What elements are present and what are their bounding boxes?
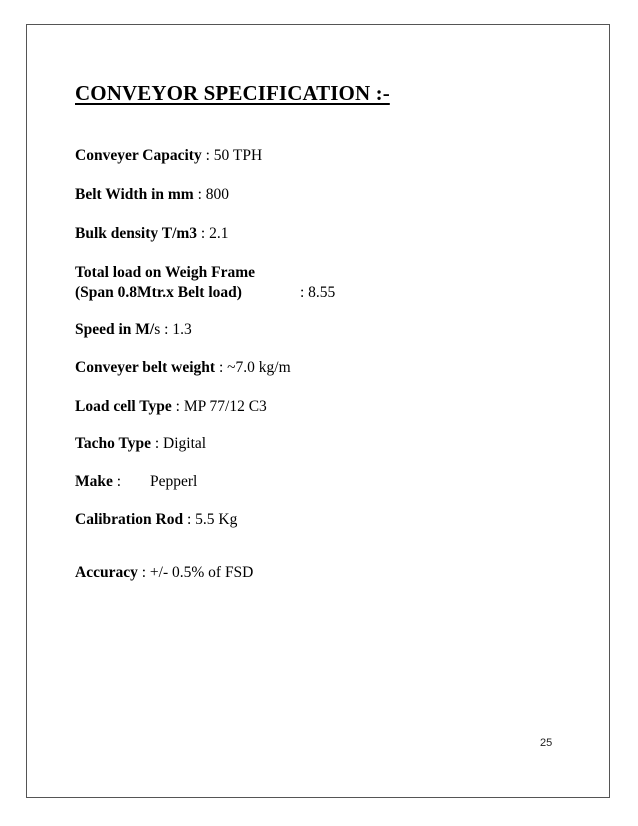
- spec-belt-weight: [75, 358, 291, 378]
- spec-label: Bulk density T/m3: [75, 225, 198, 242]
- spec-label: Belt Width in mm: [75, 186, 194, 203]
- spec-value: 50 TPH: [213, 147, 263, 164]
- spec-accuracy: [75, 563, 253, 583]
- spec-value: 2.1: [209, 225, 229, 242]
- spec-label: Conveyer belt weight: [75, 359, 216, 376]
- spec-separator: :: [215, 359, 228, 376]
- spec-label: Load cell Type: [75, 398, 172, 415]
- spec-tacho: [75, 434, 206, 454]
- page-number: 25: [540, 737, 553, 749]
- spec-label: Make: [75, 473, 113, 490]
- spec-value: 800: [205, 186, 230, 203]
- spec-label: Total load on Weigh Frame: [75, 264, 255, 281]
- spec-label: Calibration Rod: [75, 511, 184, 528]
- spec-speed: [75, 320, 192, 340]
- spec-separator: :: [137, 564, 150, 581]
- spec-value: ~7.0 kg/m: [227, 359, 291, 376]
- spec-value: Digital: [163, 435, 207, 452]
- spec-make: [75, 472, 121, 492]
- spec-make-value: Pepperl: [150, 473, 198, 490]
- spec-value: 1.3: [172, 321, 192, 338]
- spec-value: MP 77/12 C3: [183, 398, 267, 415]
- spec-separator: :: [201, 147, 214, 164]
- spec-separator: :: [197, 225, 210, 242]
- spec-calibration: [75, 510, 237, 530]
- spec-label: Conveyer Capacity: [75, 147, 202, 164]
- spec-label-tail: s: [154, 321, 161, 338]
- spec-label: Speed in M/: [75, 321, 155, 338]
- spec-label: (Span 0.8Mtr.x Belt load): [75, 284, 242, 301]
- spec-belt-width: [75, 185, 229, 205]
- spec-bulk-density: [75, 224, 228, 244]
- spec-separator: :: [112, 473, 122, 490]
- spec-separator: :: [193, 186, 206, 203]
- spec-label: Tacho Type: [75, 435, 151, 452]
- page-title: CONVEYOR SPECIFICATION :-: [75, 81, 390, 105]
- spec-separator: :: [183, 511, 196, 528]
- spec-total-load-line2: [75, 283, 242, 303]
- spec-separator: :: [171, 398, 184, 415]
- spec-value: +/- 0.5% of FSD: [149, 564, 254, 581]
- spec-separator: :: [160, 321, 173, 338]
- spec-value: 5.5 Kg: [195, 511, 238, 528]
- spec-total-load-line1: [75, 263, 255, 283]
- spec-label: Accuracy: [75, 564, 138, 581]
- spec-total-load-value: : 8.55: [300, 284, 336, 301]
- spec-separator: :: [150, 435, 164, 452]
- spec-capacity: [75, 146, 262, 166]
- spec-load-cell: [75, 397, 267, 417]
